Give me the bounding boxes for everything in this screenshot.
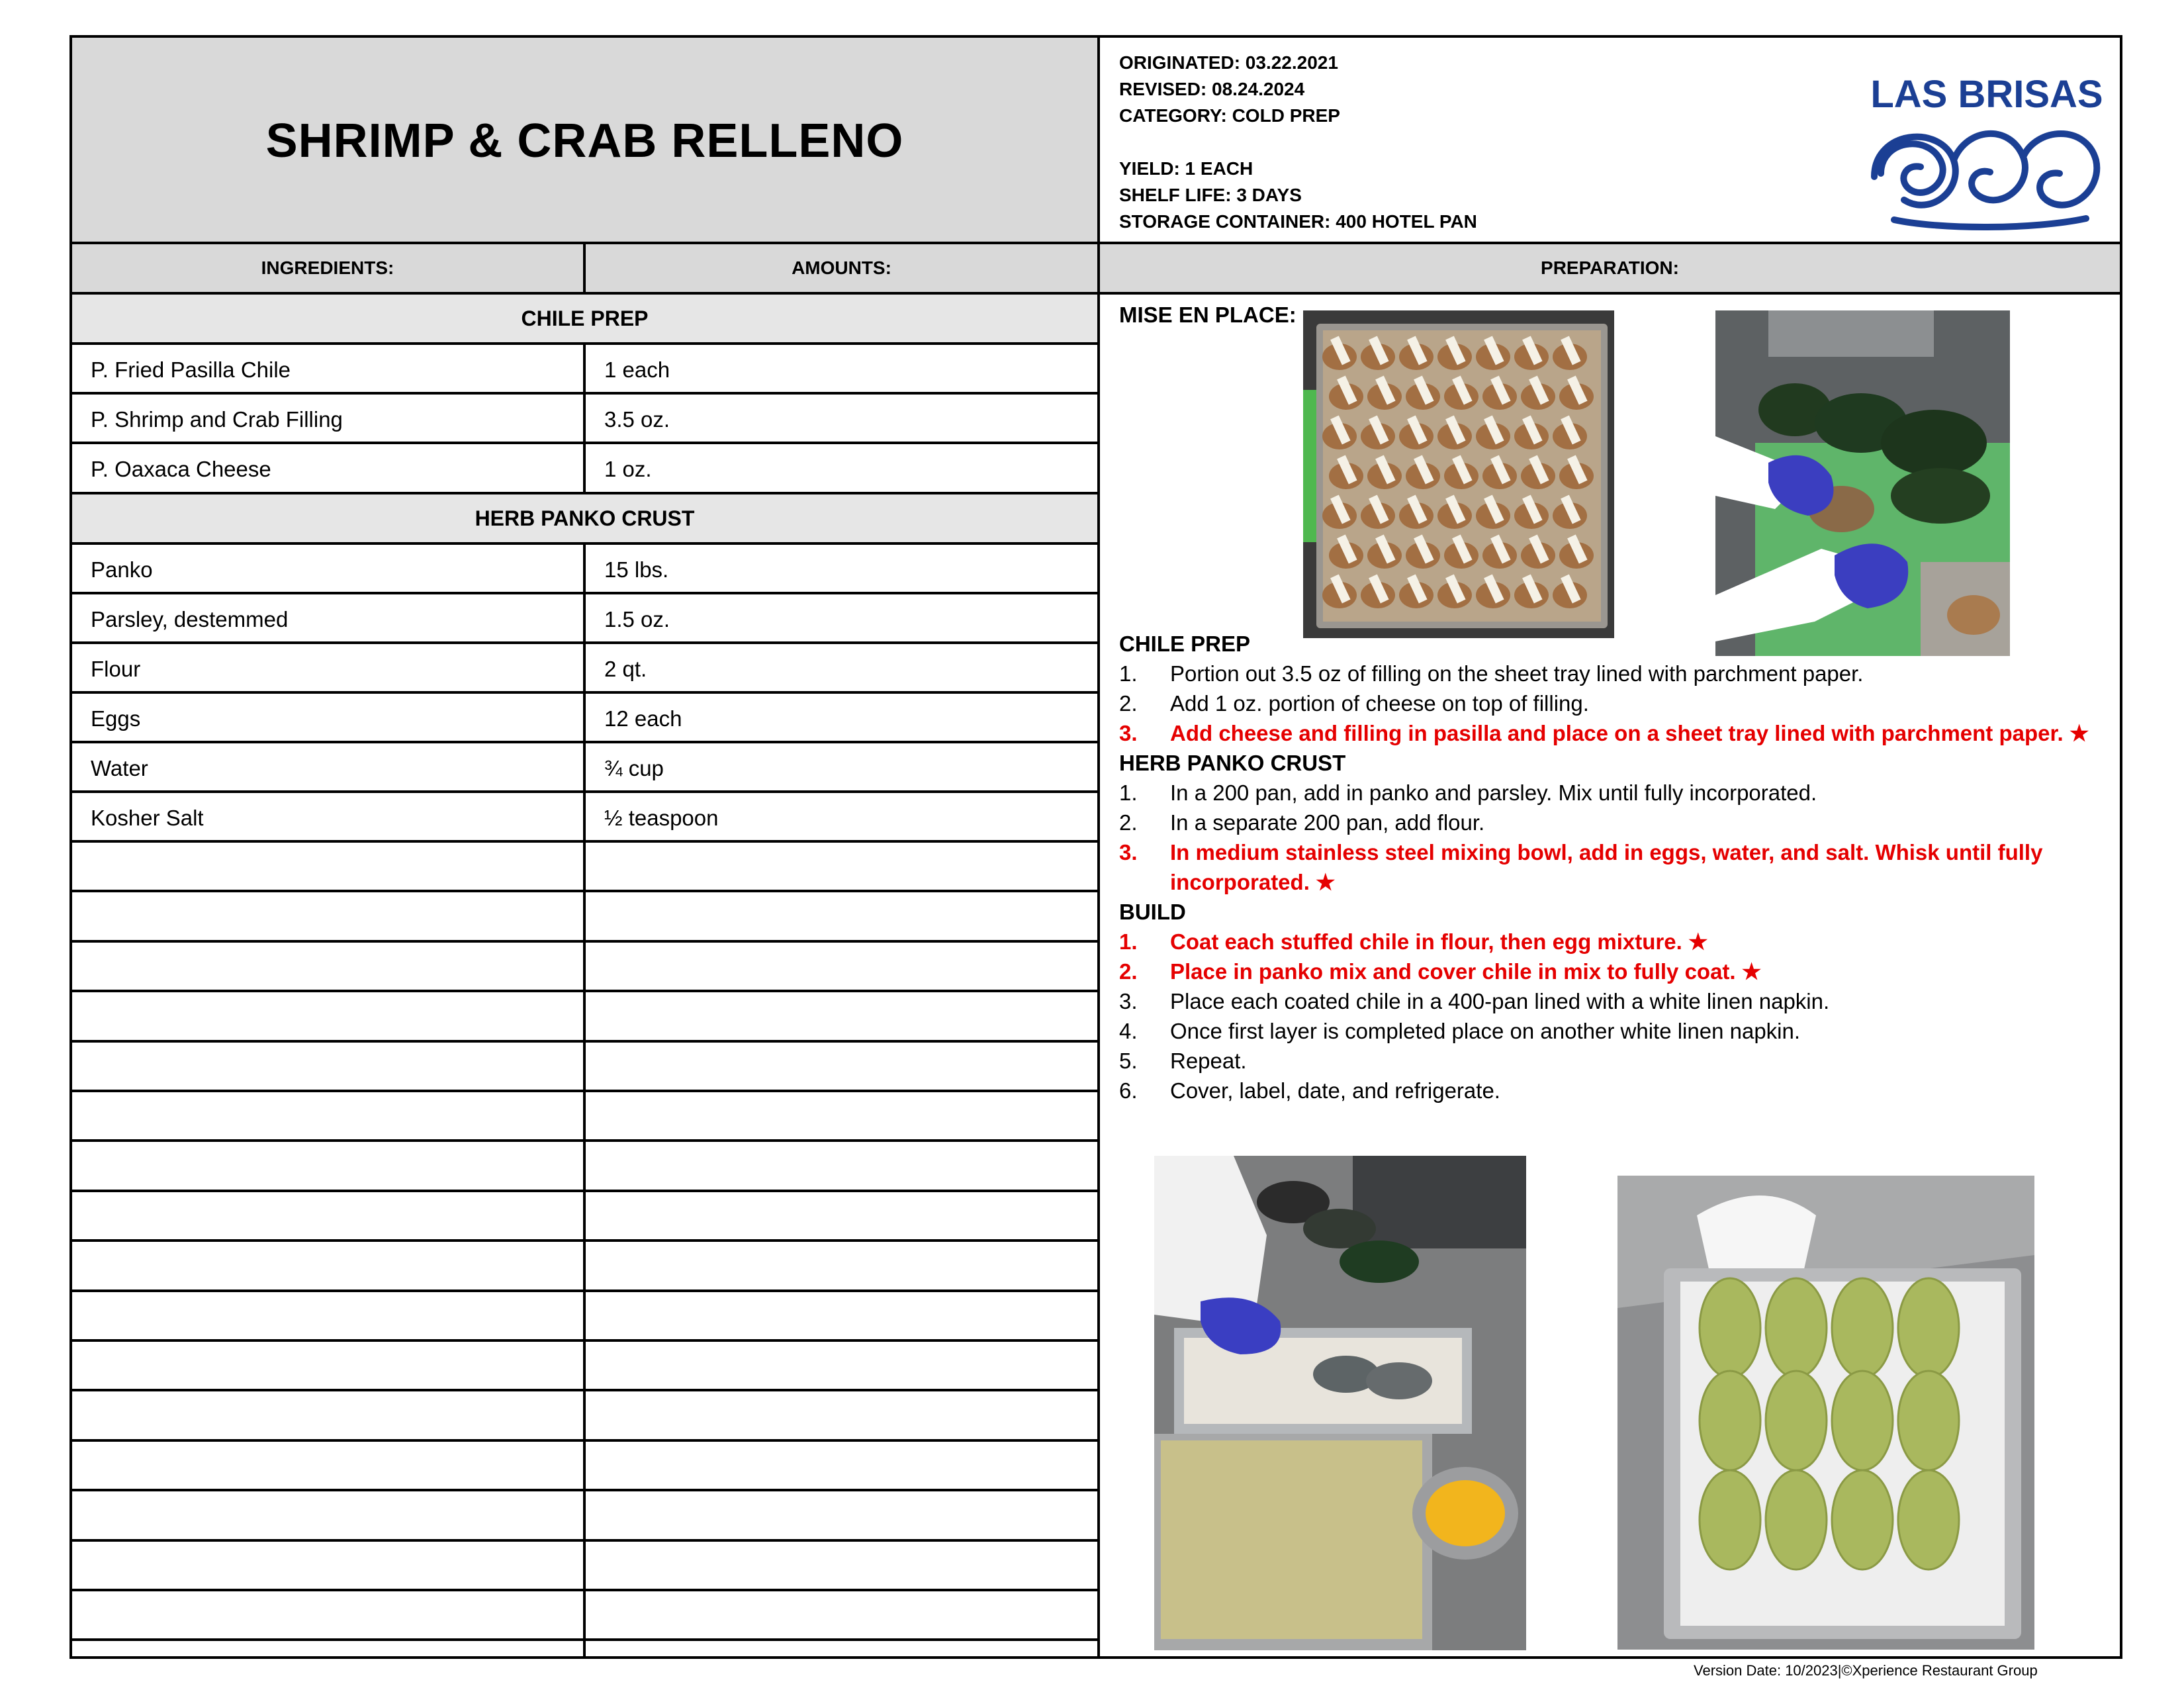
column-divider bbox=[583, 342, 586, 494]
critical-step: 1. Coat each stuffed chile in flour, then egg mixture. ★ bbox=[1119, 929, 1708, 954]
coated-chile bbox=[1898, 1278, 1959, 1378]
critical-step: 2. Place in panko mix and cover chile in mix to fully coat. ★ bbox=[1119, 959, 1762, 984]
amount-cell: ½ teaspoon bbox=[604, 805, 719, 830]
step: 5. Repeat. bbox=[1119, 1049, 1247, 1073]
ingredient-cell: Eggs bbox=[91, 706, 141, 731]
step-group-heading: CHILE PREP bbox=[1119, 632, 1251, 656]
photo-filling-tray bbox=[1303, 310, 1614, 638]
ingredient-cell: P. Shrimp and Crab Filling bbox=[91, 406, 343, 432]
divider bbox=[72, 242, 2120, 244]
coated-chile bbox=[1832, 1278, 1893, 1378]
preparation-steps bbox=[1119, 629, 2112, 1105]
amount-cell: 15 lbs. bbox=[604, 557, 669, 582]
ingredient-cell: Kosher Salt bbox=[91, 805, 204, 830]
coated-chile bbox=[1898, 1470, 1959, 1570]
coated-chile bbox=[1700, 1470, 1760, 1570]
mise-en-place-label: MISE EN PLACE: bbox=[1119, 303, 1297, 327]
ingredient-cell: Water bbox=[91, 755, 148, 780]
category: CATEGORY: COLD PREP bbox=[1119, 105, 1340, 126]
coated-chile bbox=[1832, 1470, 1893, 1570]
amount-cell: 1 each bbox=[604, 357, 670, 382]
ingredients-header: INGREDIENTS: bbox=[261, 258, 394, 278]
step: 4. Once first layer is completed place on another white linen napkin. bbox=[1119, 1019, 1801, 1043]
recipe-title: SHRIMP & CRAB RELLENO bbox=[265, 115, 904, 167]
step: 1. In a 200 pan, add in panko and parsley. Mix until fully incorporated. bbox=[1119, 780, 1817, 805]
photo-breading-station bbox=[1154, 1156, 1526, 1650]
step-group-heading: BUILD bbox=[1119, 900, 1186, 924]
coated-chile bbox=[1766, 1371, 1827, 1470]
critical-step: 3. Add cheese and filling in pasilla and place on a sheet tray lined with parchment paper. ★ bbox=[1119, 721, 2089, 745]
column-divider bbox=[583, 244, 586, 295]
section-herb-panko-crust: HERB PANKO CRUST bbox=[72, 494, 1097, 542]
ingredient-cell: Flour bbox=[91, 656, 141, 681]
coated-chile bbox=[1700, 1278, 1760, 1378]
coated-chile bbox=[1766, 1278, 1827, 1378]
photo-stuffing-chiles bbox=[1715, 310, 2010, 656]
critical-step: 3. In medium stainless steel mixing bowl, add in eggs, water, and salt. Whisk until fully incorporated. ★ bbox=[1119, 840, 2043, 894]
amount-cell: 3.5 oz. bbox=[604, 406, 670, 432]
photo-coated-chiles bbox=[1617, 1176, 2034, 1650]
step: 6. Cover, label, date, and refrigerate. bbox=[1119, 1078, 1500, 1103]
column-divider bbox=[583, 542, 586, 1656]
version-footer: Version Date: 10/2023|©Xperience Restaurant Group bbox=[1694, 1662, 2038, 1679]
step: 2. In a separate 200 pan, add flour. bbox=[1119, 810, 1485, 835]
recipe-meta bbox=[1119, 50, 1477, 235]
ingredient-cell: Parsley, destemmed bbox=[91, 606, 289, 632]
coated-chile bbox=[1766, 1470, 1827, 1570]
amount-cell: 1 oz. bbox=[604, 456, 652, 481]
divider bbox=[72, 292, 2120, 295]
revised-date: REVISED: 08.24.2024 bbox=[1119, 79, 1305, 99]
coated-chile bbox=[1700, 1371, 1760, 1470]
step-group-heading: HERB PANKO CRUST bbox=[1119, 751, 1346, 775]
recipe-card bbox=[69, 35, 2122, 1679]
amount-cell: 1.5 oz. bbox=[604, 606, 670, 632]
originated-date: ORIGINATED: 03.22.2021 bbox=[1119, 52, 1338, 73]
ingredient-cell: Panko bbox=[91, 557, 153, 582]
storage-container: STORAGE CONTAINER: 400 HOTEL PAN bbox=[1119, 211, 1477, 232]
step: 3. Place each coated chile in a 400-pan lined with a white linen napkin. bbox=[1119, 989, 1830, 1013]
yield: YIELD: 1 EACH bbox=[1119, 158, 1253, 179]
amounts-header: AMOUNTS: bbox=[792, 258, 891, 278]
ingredient-cell: P. Oaxaca Cheese bbox=[91, 456, 271, 481]
coated-chile bbox=[1898, 1371, 1959, 1470]
column-divider bbox=[1097, 38, 1100, 1656]
ingredient-cell: P. Fried Pasilla Chile bbox=[91, 357, 291, 382]
section-chile-prep: CHILE PREP bbox=[72, 295, 1097, 342]
las-brisas-logo bbox=[1868, 68, 2106, 240]
logo-text: LAS BRISAS bbox=[1870, 73, 2103, 116]
step: 2. Add 1 oz. portion of cheese on top of filling. bbox=[1119, 691, 1589, 716]
preparation-header: PREPARATION: bbox=[1541, 258, 1679, 278]
step: 1. Portion out 3.5 oz of filling on the sheet tray lined with parchment paper. bbox=[1119, 661, 1864, 686]
shelf-life: SHELF LIFE: 3 DAYS bbox=[1119, 185, 1302, 205]
amount-cell: ¾ cup bbox=[604, 755, 664, 780]
coated-chile bbox=[1832, 1371, 1893, 1470]
amount-cell: 2 qt. bbox=[604, 656, 647, 681]
amount-cell: 12 each bbox=[604, 706, 682, 731]
